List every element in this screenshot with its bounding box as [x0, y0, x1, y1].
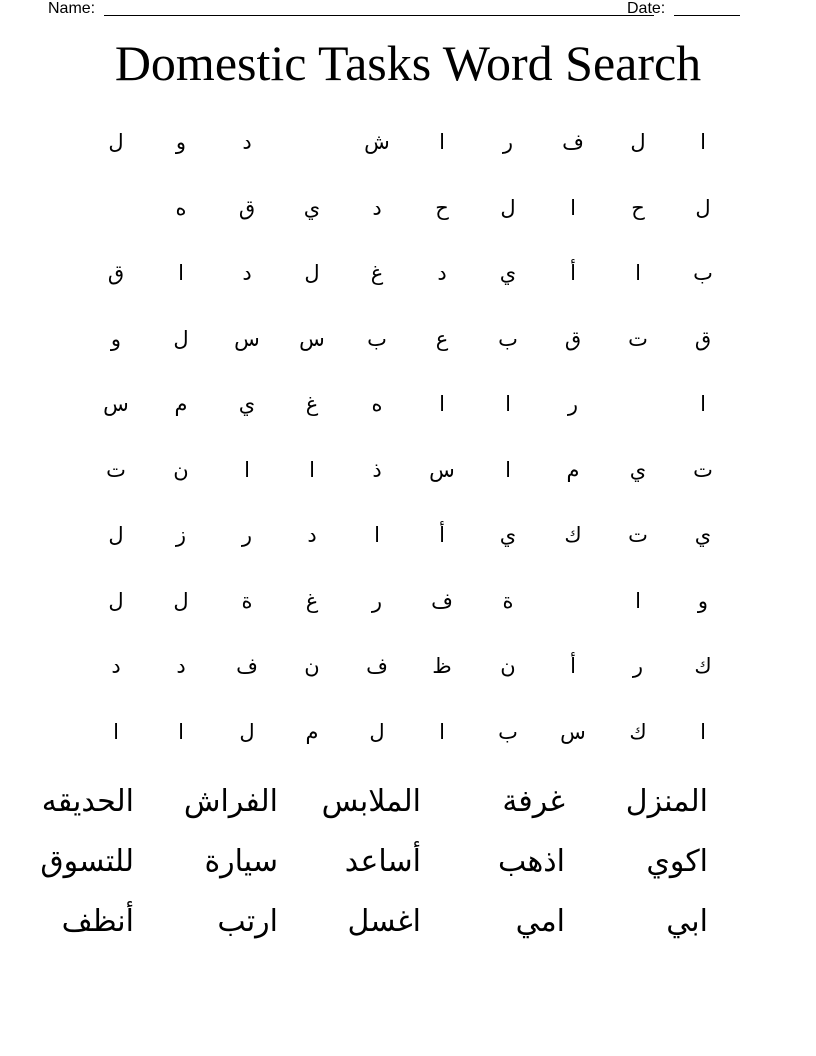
- name-label: Name:: [48, 0, 96, 17]
- grid-cell[interactable]: س: [560, 720, 586, 744]
- grid-cell[interactable]: ل: [304, 261, 320, 285]
- grid-cell[interactable]: ا: [178, 261, 184, 285]
- grid-cell[interactable]: ا: [113, 720, 119, 744]
- grid-cell[interactable]: س: [234, 327, 260, 351]
- word-list-item: الحديقه: [41, 784, 134, 819]
- grid-cell[interactable]: ل: [108, 130, 124, 154]
- word-list-item: المنزل: [625, 784, 708, 819]
- grid-cell[interactable]: ي: [694, 523, 712, 547]
- grid-cell[interactable]: ي: [499, 523, 517, 547]
- grid-cell[interactable]: ا: [505, 392, 511, 416]
- grid-cell[interactable]: ف: [431, 589, 453, 613]
- grid-cell[interactable]: ن: [304, 654, 320, 678]
- grid-cell[interactable]: ش: [364, 130, 390, 154]
- grid-cell[interactable]: م: [566, 458, 580, 482]
- grid-cell[interactable]: ح: [435, 196, 449, 220]
- grid-cell[interactable]: م: [174, 392, 188, 416]
- grid-cell[interactable]: س: [299, 327, 325, 351]
- word-list-item: اكوي: [646, 844, 708, 879]
- grid-cell[interactable]: ه: [371, 392, 383, 416]
- grid-cell[interactable]: ت: [628, 523, 648, 547]
- grid-cell[interactable]: ة: [241, 589, 253, 613]
- grid-cell[interactable]: [618, 384, 658, 424]
- grid-cell[interactable]: و: [175, 130, 187, 154]
- grid-cell[interactable]: ا: [439, 392, 445, 416]
- grid-cell[interactable]: ر: [241, 523, 253, 547]
- grid-cell[interactable]: ا: [505, 458, 511, 482]
- word-list-item: أساعد: [344, 844, 421, 879]
- grid-cell[interactable]: ل: [369, 720, 385, 744]
- word-list-item: الملابس: [321, 784, 421, 819]
- grid-cell[interactable]: و: [697, 589, 709, 613]
- letter-grid: [0, 110, 816, 770]
- grid-cell[interactable]: د: [242, 261, 252, 285]
- word-list-item: ابي: [666, 904, 708, 939]
- grid-cell[interactable]: ت: [106, 458, 126, 482]
- grid-cell[interactable]: د: [372, 196, 382, 220]
- grid-cell[interactable]: ي: [629, 458, 647, 482]
- word-list-item: غرفة: [502, 784, 565, 819]
- grid-cell[interactable]: ذ: [372, 458, 382, 482]
- grid-cell[interactable]: [292, 122, 332, 162]
- grid-cell[interactable]: ق: [564, 327, 582, 351]
- word-list-item: اذهب: [498, 844, 565, 879]
- grid-cell[interactable]: ر: [632, 654, 644, 678]
- grid-cell[interactable]: د: [176, 654, 186, 678]
- grid-cell[interactable]: ا: [244, 458, 250, 482]
- grid-cell[interactable]: ل: [239, 720, 255, 744]
- grid-cell[interactable]: د: [437, 261, 447, 285]
- grid-cell[interactable]: ق: [694, 327, 712, 351]
- grid-cell[interactable]: ا: [635, 261, 641, 285]
- grid-cell[interactable]: ا: [374, 523, 380, 547]
- grid-cell[interactable]: ف: [562, 130, 584, 154]
- word-list-item: الفراش: [183, 784, 278, 819]
- grid-cell[interactable]: ل: [630, 130, 646, 154]
- grid-cell[interactable]: ل: [500, 196, 516, 220]
- grid-cell[interactable]: غ: [305, 589, 319, 613]
- word-list: [0, 780, 816, 960]
- grid-cell[interactable]: ك: [564, 523, 582, 547]
- grid-cell[interactable]: ا: [570, 196, 576, 220]
- worksheet-header: [48, 0, 740, 20]
- date-write-line: [674, 15, 740, 16]
- grid-cell[interactable]: ك: [629, 720, 647, 744]
- page-title: Domestic Tasks Word Search: [114, 35, 702, 91]
- grid-cell[interactable]: ل: [108, 589, 124, 613]
- grid-cell[interactable]: ي: [238, 392, 256, 416]
- grid-cell[interactable]: ل: [173, 327, 189, 351]
- grid-cell[interactable]: م: [305, 720, 319, 744]
- grid-cell[interactable]: ر: [502, 130, 514, 154]
- grid-cell[interactable]: ل: [695, 196, 711, 220]
- grid-cell[interactable]: ه: [175, 196, 187, 220]
- grid-cell[interactable]: ب: [367, 327, 387, 351]
- name-write-line: [104, 15, 654, 16]
- date-label: Date:: [627, 0, 666, 17]
- grid-cell[interactable]: ك: [694, 654, 712, 678]
- grid-cell[interactable]: ي: [303, 196, 321, 220]
- grid-cell[interactable]: ل: [108, 523, 124, 547]
- grid-cell[interactable]: ح: [631, 196, 645, 220]
- word-list-item: سيارة: [204, 844, 278, 879]
- grid-cell[interactable]: ب: [498, 327, 518, 351]
- grid-cell[interactable]: أ: [570, 261, 576, 285]
- grid-cell[interactable]: ب: [693, 261, 713, 285]
- grid-cell[interactable]: ت: [628, 327, 648, 351]
- grid-cell[interactable]: ف: [366, 654, 388, 678]
- grid-cell[interactable]: ا: [439, 720, 445, 744]
- grid-cell[interactable]: س: [103, 392, 129, 416]
- grid-cell[interactable]: ع: [435, 327, 449, 351]
- grid-cell[interactable]: ا: [439, 130, 445, 154]
- grid-cell[interactable]: ف: [236, 654, 258, 678]
- word-list-item: أنظف: [61, 904, 134, 939]
- grid-cell[interactable]: ق: [238, 196, 256, 220]
- grid-cell[interactable]: د: [111, 654, 121, 678]
- grid-cell[interactable]: ا: [700, 392, 706, 416]
- grid-cell[interactable]: ز: [175, 523, 187, 547]
- grid-cell[interactable]: ا: [178, 720, 184, 744]
- word-list-item: ارتب: [217, 904, 278, 939]
- grid-cell[interactable]: ل: [173, 589, 189, 613]
- grid-cell[interactable]: غ: [370, 261, 384, 285]
- grid-cell[interactable]: ق: [107, 261, 125, 285]
- word-list-item: امي: [515, 904, 565, 939]
- grid-cell[interactable]: [553, 581, 593, 621]
- grid-cell[interactable]: ا: [700, 720, 706, 744]
- grid-cell[interactable]: ظ: [432, 654, 452, 678]
- grid-cell[interactable]: و: [110, 327, 122, 351]
- grid-cell[interactable]: أ: [439, 523, 445, 547]
- grid-cell[interactable]: ن: [173, 458, 189, 482]
- grid-cell[interactable]: ب: [498, 720, 518, 744]
- grid-cell[interactable]: [96, 188, 136, 228]
- grid-cell[interactable]: د: [307, 523, 317, 547]
- grid-cell[interactable]: ي: [499, 261, 517, 285]
- grid-cell[interactable]: أ: [570, 654, 576, 678]
- grid-cell[interactable]: ت: [693, 458, 713, 482]
- grid-cell[interactable]: ن: [500, 654, 516, 678]
- word-list-item: للتسوق: [40, 844, 134, 879]
- grid-cell[interactable]: س: [429, 458, 455, 482]
- grid-cell[interactable]: ة: [502, 589, 514, 613]
- grid-cell[interactable]: د: [242, 130, 252, 154]
- word-list-item: اغسل: [347, 904, 421, 939]
- grid-cell[interactable]: ا: [309, 458, 315, 482]
- grid-cell[interactable]: غ: [305, 392, 319, 416]
- grid-cell[interactable]: ر: [567, 392, 579, 416]
- grid-cell[interactable]: ا: [700, 130, 706, 154]
- grid-cell[interactable]: ا: [635, 589, 641, 613]
- grid-cell[interactable]: ر: [371, 589, 383, 613]
